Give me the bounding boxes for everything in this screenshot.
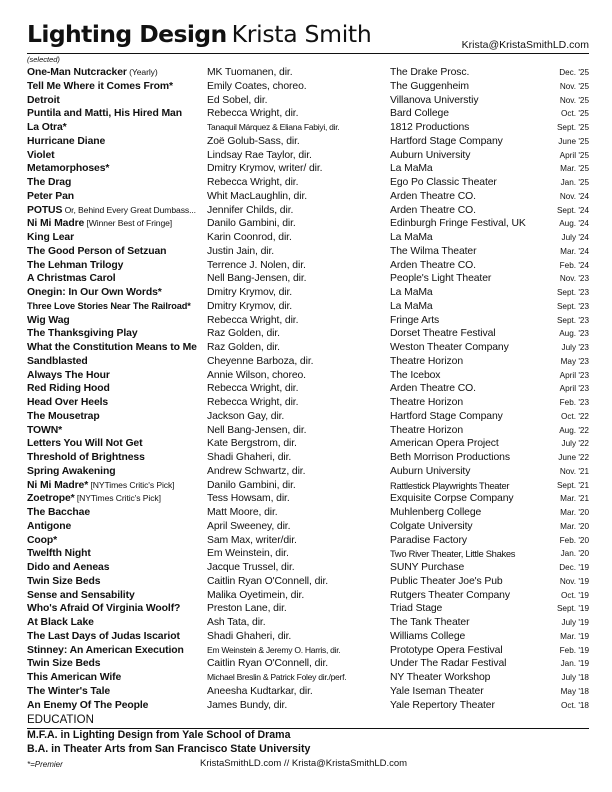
credit-row xyxy=(27,644,589,658)
credit-director: Rebecca Wright, dir. xyxy=(207,383,299,395)
credit-title: Threshold of Brightness xyxy=(27,452,145,463)
credit-director: Em Weinstein & Jeremy O. Harris, dir. xyxy=(207,644,341,655)
credit-director: Dmitry Krymov, dir. xyxy=(207,287,293,298)
credit-row xyxy=(27,589,589,603)
credit-date: Oct. '18 xyxy=(561,700,589,710)
credit-date: Feb. '20 xyxy=(559,535,589,545)
credit-row xyxy=(27,245,589,259)
credit-title: Coop* xyxy=(27,534,58,546)
credit-date: July '23 xyxy=(561,343,589,352)
credit-director: Karin Coonrod, dir. xyxy=(207,232,292,243)
credit-venue: Yale Repertory Theater xyxy=(390,699,495,711)
credit-title: Metamorphoses* xyxy=(27,163,110,175)
credit-date: Nov. '24 xyxy=(559,191,589,201)
credit-title: Twin Size Beds xyxy=(27,575,101,587)
credits-list xyxy=(27,66,589,712)
credit-title: Who's Afraid Of Virginia Woolf? xyxy=(27,603,181,615)
title-name: Krista Smith xyxy=(231,20,372,48)
credit-venue: The Guggenheim xyxy=(390,80,469,92)
credit-date: Sept. '23 xyxy=(556,301,589,311)
credit-director: Nell Bang-Jensen, dir. xyxy=(207,424,307,436)
credit-row xyxy=(27,286,589,300)
credit-director: Dmitry Krymov, writer/ dir. xyxy=(207,163,323,175)
credit-director: MK Tuomanen, dir. xyxy=(207,67,293,78)
credit-venue: Auburn University xyxy=(390,149,471,161)
resume-header xyxy=(27,20,589,50)
credit-director: Em Weinstein, dir. xyxy=(207,548,289,560)
credit-row xyxy=(27,575,589,589)
credit-row xyxy=(27,80,589,94)
credit-title: Dido and Aeneas xyxy=(27,562,110,573)
credit-row xyxy=(27,231,589,245)
credit-director: Raz Golden, dir. xyxy=(207,328,280,340)
credit-venue: Theatre Horizon xyxy=(390,424,464,436)
credit-title: One-Man Nutcracker (Yearly) xyxy=(27,67,158,78)
credit-director: Caitlin Ryan O'Connell, dir. xyxy=(207,575,329,587)
credit-venue: Rattlestick Playwrights Theater xyxy=(390,479,510,491)
credit-date: Sept. '19 xyxy=(556,604,589,614)
credit-row xyxy=(27,424,589,438)
credit-date: June '22 xyxy=(558,453,589,462)
credit-director: Caitlin Ryan O'Connell, dir. xyxy=(207,658,329,670)
education-item: M.F.A. in Lighting Design from Yale School of Drama xyxy=(27,729,291,741)
credit-director: Jacque Trussel, dir. xyxy=(207,562,295,573)
credit-venue: Paradise Factory xyxy=(390,534,467,546)
credit-row xyxy=(27,341,589,355)
credit-director: Zoë Golub-Sass, dir. xyxy=(207,135,300,147)
credit-date: Mar. '21 xyxy=(560,494,589,504)
credit-director: Whit MacLaughlin, dir. xyxy=(207,190,308,202)
credit-row xyxy=(27,107,589,121)
credit-venue: Hartford Stage Company xyxy=(390,410,503,422)
credit-date: Feb. '24 xyxy=(559,260,589,270)
credit-title: The Winter's Tale xyxy=(27,685,111,697)
credit-row xyxy=(27,190,589,204)
credit-title: The Mousetrap xyxy=(27,410,100,422)
credit-director: Justin Jain, dir. xyxy=(207,245,275,257)
credit-director: Preston Lane, dir. xyxy=(207,603,287,615)
credit-venue: La MaMa xyxy=(390,300,433,312)
credit-row xyxy=(27,561,589,575)
credit-title: Puntila and Matti, His Hired Man xyxy=(27,108,182,120)
credit-venue: Muhlenberg College xyxy=(390,507,482,518)
credit-row xyxy=(27,355,589,369)
credit-note: [NYTimes Critic's Pick] xyxy=(74,493,161,504)
credit-venue: Rutgers Theater Company xyxy=(390,589,510,601)
credit-title: La Otra* xyxy=(27,122,67,133)
credit-title: Sandblasted xyxy=(27,355,88,367)
credit-title: The Bacchae xyxy=(27,507,91,518)
credit-title: The Last Days of Judas Iscariot xyxy=(27,630,180,642)
credit-director: Andrew Schwartz, dir. xyxy=(207,465,306,477)
credit-venue: The Wilma Theater xyxy=(390,245,477,257)
credit-date: Dec. '19 xyxy=(559,563,589,572)
credit-director: Ed Sobel, dir. xyxy=(207,94,268,106)
credit-title: TOWN* xyxy=(27,424,63,436)
title-discipline: Lighting Design xyxy=(27,20,227,48)
credit-venue: La MaMa xyxy=(390,163,433,175)
credit-date: July '19 xyxy=(561,618,589,627)
credit-title: The Drag xyxy=(27,177,72,188)
credit-director: Lindsay Rae Taylor, dir. xyxy=(207,149,312,161)
credit-date: Nov. '21 xyxy=(559,466,589,476)
credit-director: Jennifer Childs, dir. xyxy=(207,204,294,216)
credit-venue: Arden Theatre CO. xyxy=(390,204,476,216)
credit-director: Tanaquil Márquez & Eliana Fabiyi, dir. xyxy=(207,122,340,132)
footer-contact[interactable]: KristaSmithLD.com // Krista@KristaSmithLD.com xyxy=(200,758,408,769)
credit-director: Tess Howsam, dir. xyxy=(207,493,290,505)
credit-title: Twin Size Beds xyxy=(27,658,101,670)
credit-title: Peter Pan xyxy=(27,190,75,202)
credit-date: July '22 xyxy=(561,439,589,449)
credit-date: Jan. '20 xyxy=(560,549,589,559)
credit-title: Ni Mi Madre [Winner Best of Fringe] xyxy=(27,218,173,230)
credit-title: Red Riding Hood xyxy=(27,383,110,395)
credit-title: POTUS Or, Behind Every Great Dumbass... xyxy=(27,204,196,216)
credit-title: Twelfth Night xyxy=(27,548,91,560)
credit-venue: People's Light Theater xyxy=(390,273,492,285)
credit-title: King Lear xyxy=(27,232,75,243)
credit-row xyxy=(27,547,589,561)
credit-note: [NYTimes Critic's Pick] xyxy=(88,479,175,490)
credit-venue: The Icebox xyxy=(390,369,441,381)
credit-venue: The Tank Theater xyxy=(390,617,470,628)
credit-row xyxy=(27,630,589,644)
credit-director: Malika Oyetimein, dir. xyxy=(207,589,305,601)
credit-director: Rebecca Wright, dir. xyxy=(207,397,299,408)
credit-director: April Sweeney, dir. xyxy=(207,520,291,532)
credit-title: Head Over Heels xyxy=(27,397,109,408)
credit-title: The Thanksgiving Play xyxy=(27,328,138,340)
credit-director: Rebecca Wright, dir. xyxy=(207,177,299,188)
credit-date: Nov. '25 xyxy=(559,81,589,91)
credit-date: Dec. '25 xyxy=(559,68,589,77)
credit-date: Nov. '25 xyxy=(559,95,589,105)
credit-venue: Bard College xyxy=(390,108,449,120)
credit-venue: Yale Iseman Theater xyxy=(390,685,484,697)
credit-row xyxy=(27,176,589,190)
credit-date: Nov. '19 xyxy=(559,576,589,586)
credit-venue: Williams College xyxy=(390,630,466,642)
credit-row xyxy=(27,492,589,506)
credit-date: Aug. '22 xyxy=(559,425,589,435)
credit-venue: Weston Theater Company xyxy=(390,342,509,353)
credit-title: Three Love Stories Near The Railroad* xyxy=(27,300,191,311)
credit-venue: Arden Theatre CO. xyxy=(390,383,476,395)
premier-footnote: *=Premier xyxy=(27,760,63,769)
credit-date: May '23 xyxy=(560,356,589,366)
credit-row xyxy=(27,465,589,479)
credit-venue: Dorset Theatre Festival xyxy=(390,328,496,340)
credit-row xyxy=(27,66,589,80)
credit-director: James Bundy, dir. xyxy=(207,699,288,711)
credit-date: April '25 xyxy=(559,150,589,160)
credit-date: Jan. '19 xyxy=(560,659,589,669)
credit-director: Jackson Gay, dir. xyxy=(207,410,285,422)
credit-venue: 1812 Productions xyxy=(390,122,470,133)
credit-row xyxy=(27,162,589,176)
credit-date: Mar. '19 xyxy=(560,631,589,641)
credit-title: Tell Me Where it Comes From* xyxy=(27,80,173,92)
credit-row xyxy=(27,314,589,328)
credit-date: Mar. '25 xyxy=(560,164,589,174)
credit-director: Sam Max, writer/dir. xyxy=(207,534,297,546)
header-email[interactable]: Krista@KristaSmithLD.com xyxy=(461,39,589,51)
credit-title: Detroit xyxy=(27,94,60,106)
credit-title: Letters You Will Not Get xyxy=(27,438,143,450)
credit-title: Stinney: An American Execution xyxy=(27,644,184,656)
credit-date: Mar. '24 xyxy=(560,246,589,256)
credit-title: Ni Mi Madre* [NYTimes Critic's Pick] xyxy=(27,479,175,491)
credit-date: Oct. '22 xyxy=(561,411,589,421)
credit-venue: Ego Po Classic Theater xyxy=(390,177,497,188)
credit-title: Wig Wag xyxy=(27,314,70,326)
credit-venue: American Opera Project xyxy=(390,438,499,450)
credit-row xyxy=(27,506,589,520)
credit-date: Sept. '21 xyxy=(556,480,589,490)
credit-date: July '24 xyxy=(561,233,589,242)
credit-venue: The Drake Prosc. xyxy=(390,67,470,78)
credit-date: Sept. '24 xyxy=(556,205,589,215)
credit-venue: Fringe Arts xyxy=(390,314,440,326)
credit-row xyxy=(27,327,589,341)
credit-venue: Hartford Stage Company xyxy=(390,135,503,147)
credit-date: Jan. '25 xyxy=(560,178,589,187)
credit-row xyxy=(27,259,589,273)
credit-venue: Theatre Horizon xyxy=(390,397,464,408)
credit-row xyxy=(27,382,589,396)
credit-date: Sept. '23 xyxy=(556,315,589,325)
credit-title: The Good Person of Setzuan xyxy=(27,245,167,257)
credit-title: An Enemy Of The People xyxy=(27,699,149,711)
credit-date: Feb. '23 xyxy=(559,398,589,407)
credit-row xyxy=(27,451,589,465)
credit-title: Sense and Sensability xyxy=(27,589,135,601)
credit-row xyxy=(27,602,589,616)
credit-note: Or, Behind Every Great Dumbass... xyxy=(62,204,196,215)
credit-row xyxy=(27,149,589,163)
credit-row xyxy=(27,204,589,218)
credit-director: Terrence J. Nolen, dir. xyxy=(207,259,306,271)
credit-director: Danilo Gambini, dir. xyxy=(207,479,296,491)
credit-director: Annie Wilson, choreo. xyxy=(207,369,306,381)
credit-row xyxy=(27,217,589,231)
credit-row xyxy=(27,520,589,534)
credit-director: Nell Bang-Jensen, dir. xyxy=(207,273,307,285)
credit-director: Matt Moore, dir. xyxy=(207,507,278,518)
credit-director: Rebecca Wright, dir. xyxy=(207,314,299,326)
credit-director: Kate Bergstrom, dir. xyxy=(207,438,297,450)
credit-date: Nov. '23 xyxy=(559,274,589,284)
credit-title: Spring Awakening xyxy=(27,465,116,477)
credit-date: Aug. '23 xyxy=(559,329,589,339)
credit-venue: Edinburgh Fringe Festival, UK xyxy=(390,218,526,230)
credit-director: Ash Tata, dir. xyxy=(207,617,266,628)
credit-note: [Winner Best of Fringe] xyxy=(84,218,173,229)
education-heading: EDUCATION xyxy=(27,714,94,726)
credit-date: April '23 xyxy=(559,370,589,380)
credit-director: Shadi Ghaheri, dir. xyxy=(207,630,292,642)
credit-venue: Beth Morrison Productions xyxy=(390,452,510,463)
credit-venue: Villanova Universtiy xyxy=(390,94,479,106)
credit-title: Always The Hour xyxy=(27,369,110,381)
credit-date: Feb. '19 xyxy=(559,645,589,655)
credit-row xyxy=(27,534,589,548)
credit-title: Onegin: In Our Own Words* xyxy=(27,287,162,298)
credit-venue: Exquisite Corpse Company xyxy=(390,493,514,505)
education-item: B.A. in Theater Arts from San Francisco State University xyxy=(27,743,311,755)
credit-date: Mar. '20 xyxy=(560,521,589,531)
credit-date: Aug. '24 xyxy=(559,219,589,229)
credit-row xyxy=(27,657,589,671)
credit-date: July '18 xyxy=(561,673,589,682)
credit-row xyxy=(27,685,589,699)
page-title xyxy=(27,20,371,48)
credit-date: Oct. '25 xyxy=(561,109,589,119)
credit-director: Aneesha Kudtarkar, dir. xyxy=(207,685,313,697)
credit-row xyxy=(27,121,589,135)
credit-venue: Arden Theatre CO. xyxy=(390,190,476,202)
credit-venue: Arden Theatre CO. xyxy=(390,259,476,271)
credit-title: Violet xyxy=(27,149,55,161)
credit-venue: Colgate University xyxy=(390,520,473,532)
credit-row xyxy=(27,437,589,451)
credit-row xyxy=(27,272,589,286)
credit-date: May '18 xyxy=(560,686,589,696)
credit-date: June '25 xyxy=(558,136,589,146)
credit-venue: Triad Stage xyxy=(390,603,443,615)
credit-row xyxy=(27,671,589,685)
credit-director: Raz Golden, dir. xyxy=(207,342,280,353)
credit-row xyxy=(27,300,589,314)
credit-row xyxy=(27,94,589,108)
credit-director: Emily Coates, choreo. xyxy=(207,80,307,92)
header-divider xyxy=(27,53,589,54)
credit-venue: Auburn University xyxy=(390,465,471,477)
credit-row xyxy=(27,135,589,149)
credit-date: Oct. '19 xyxy=(561,590,589,600)
credit-director: Cheyenne Barboza, dir. xyxy=(207,355,314,367)
credit-venue: Prototype Opera Festival xyxy=(390,644,503,656)
credit-venue: Public Theater Joe's Pub xyxy=(390,575,503,587)
credit-row xyxy=(27,369,589,383)
credit-venue: Two River Theater, Little Shakes xyxy=(390,548,516,560)
credit-row xyxy=(27,699,589,713)
credit-row xyxy=(27,616,589,630)
credit-venue: Under The Radar Festival xyxy=(390,658,507,670)
credit-director: Shadi Ghaheri, dir. xyxy=(207,452,292,463)
credit-row xyxy=(27,479,589,493)
credit-director: Dmitry Krymov, dir. xyxy=(207,300,293,312)
credit-title: The Lehman Trilogy xyxy=(27,259,124,271)
credit-row xyxy=(27,410,589,424)
credit-director: Michael Breslin & Patrick Foley dir./perf. xyxy=(207,672,347,682)
credit-director: Danilo Gambini, dir. xyxy=(207,218,296,230)
credit-venue: SUNY Purchase xyxy=(390,562,465,573)
credit-director: Rebecca Wright, dir. xyxy=(207,108,299,120)
credit-venue: NY Theater Workshop xyxy=(390,672,491,683)
selected-label: (selected) xyxy=(27,55,60,64)
credit-title: A Christmas Carol xyxy=(27,273,116,285)
credit-date: Sept. '23 xyxy=(556,288,589,297)
credit-title: What the Constitution Means to Me xyxy=(27,342,197,353)
credit-venue: La MaMa xyxy=(390,287,433,298)
credit-note: (Yearly) xyxy=(126,67,158,77)
credit-title: Zoetrope* [NYTimes Critic's Pick] xyxy=(27,493,161,505)
credit-date: Sept. '25 xyxy=(556,123,589,132)
credit-title: At Black Lake xyxy=(27,617,94,628)
credit-title: This American Wife xyxy=(27,672,122,683)
credit-venue: La MaMa xyxy=(390,232,433,243)
credit-date: Mar. '20 xyxy=(560,508,589,517)
credit-row xyxy=(27,396,589,410)
credit-date: April '23 xyxy=(559,384,589,394)
credit-title: Antigone xyxy=(27,520,72,532)
credit-venue: Theatre Horizon xyxy=(390,355,464,367)
credit-title: Hurricane Diane xyxy=(27,135,106,147)
